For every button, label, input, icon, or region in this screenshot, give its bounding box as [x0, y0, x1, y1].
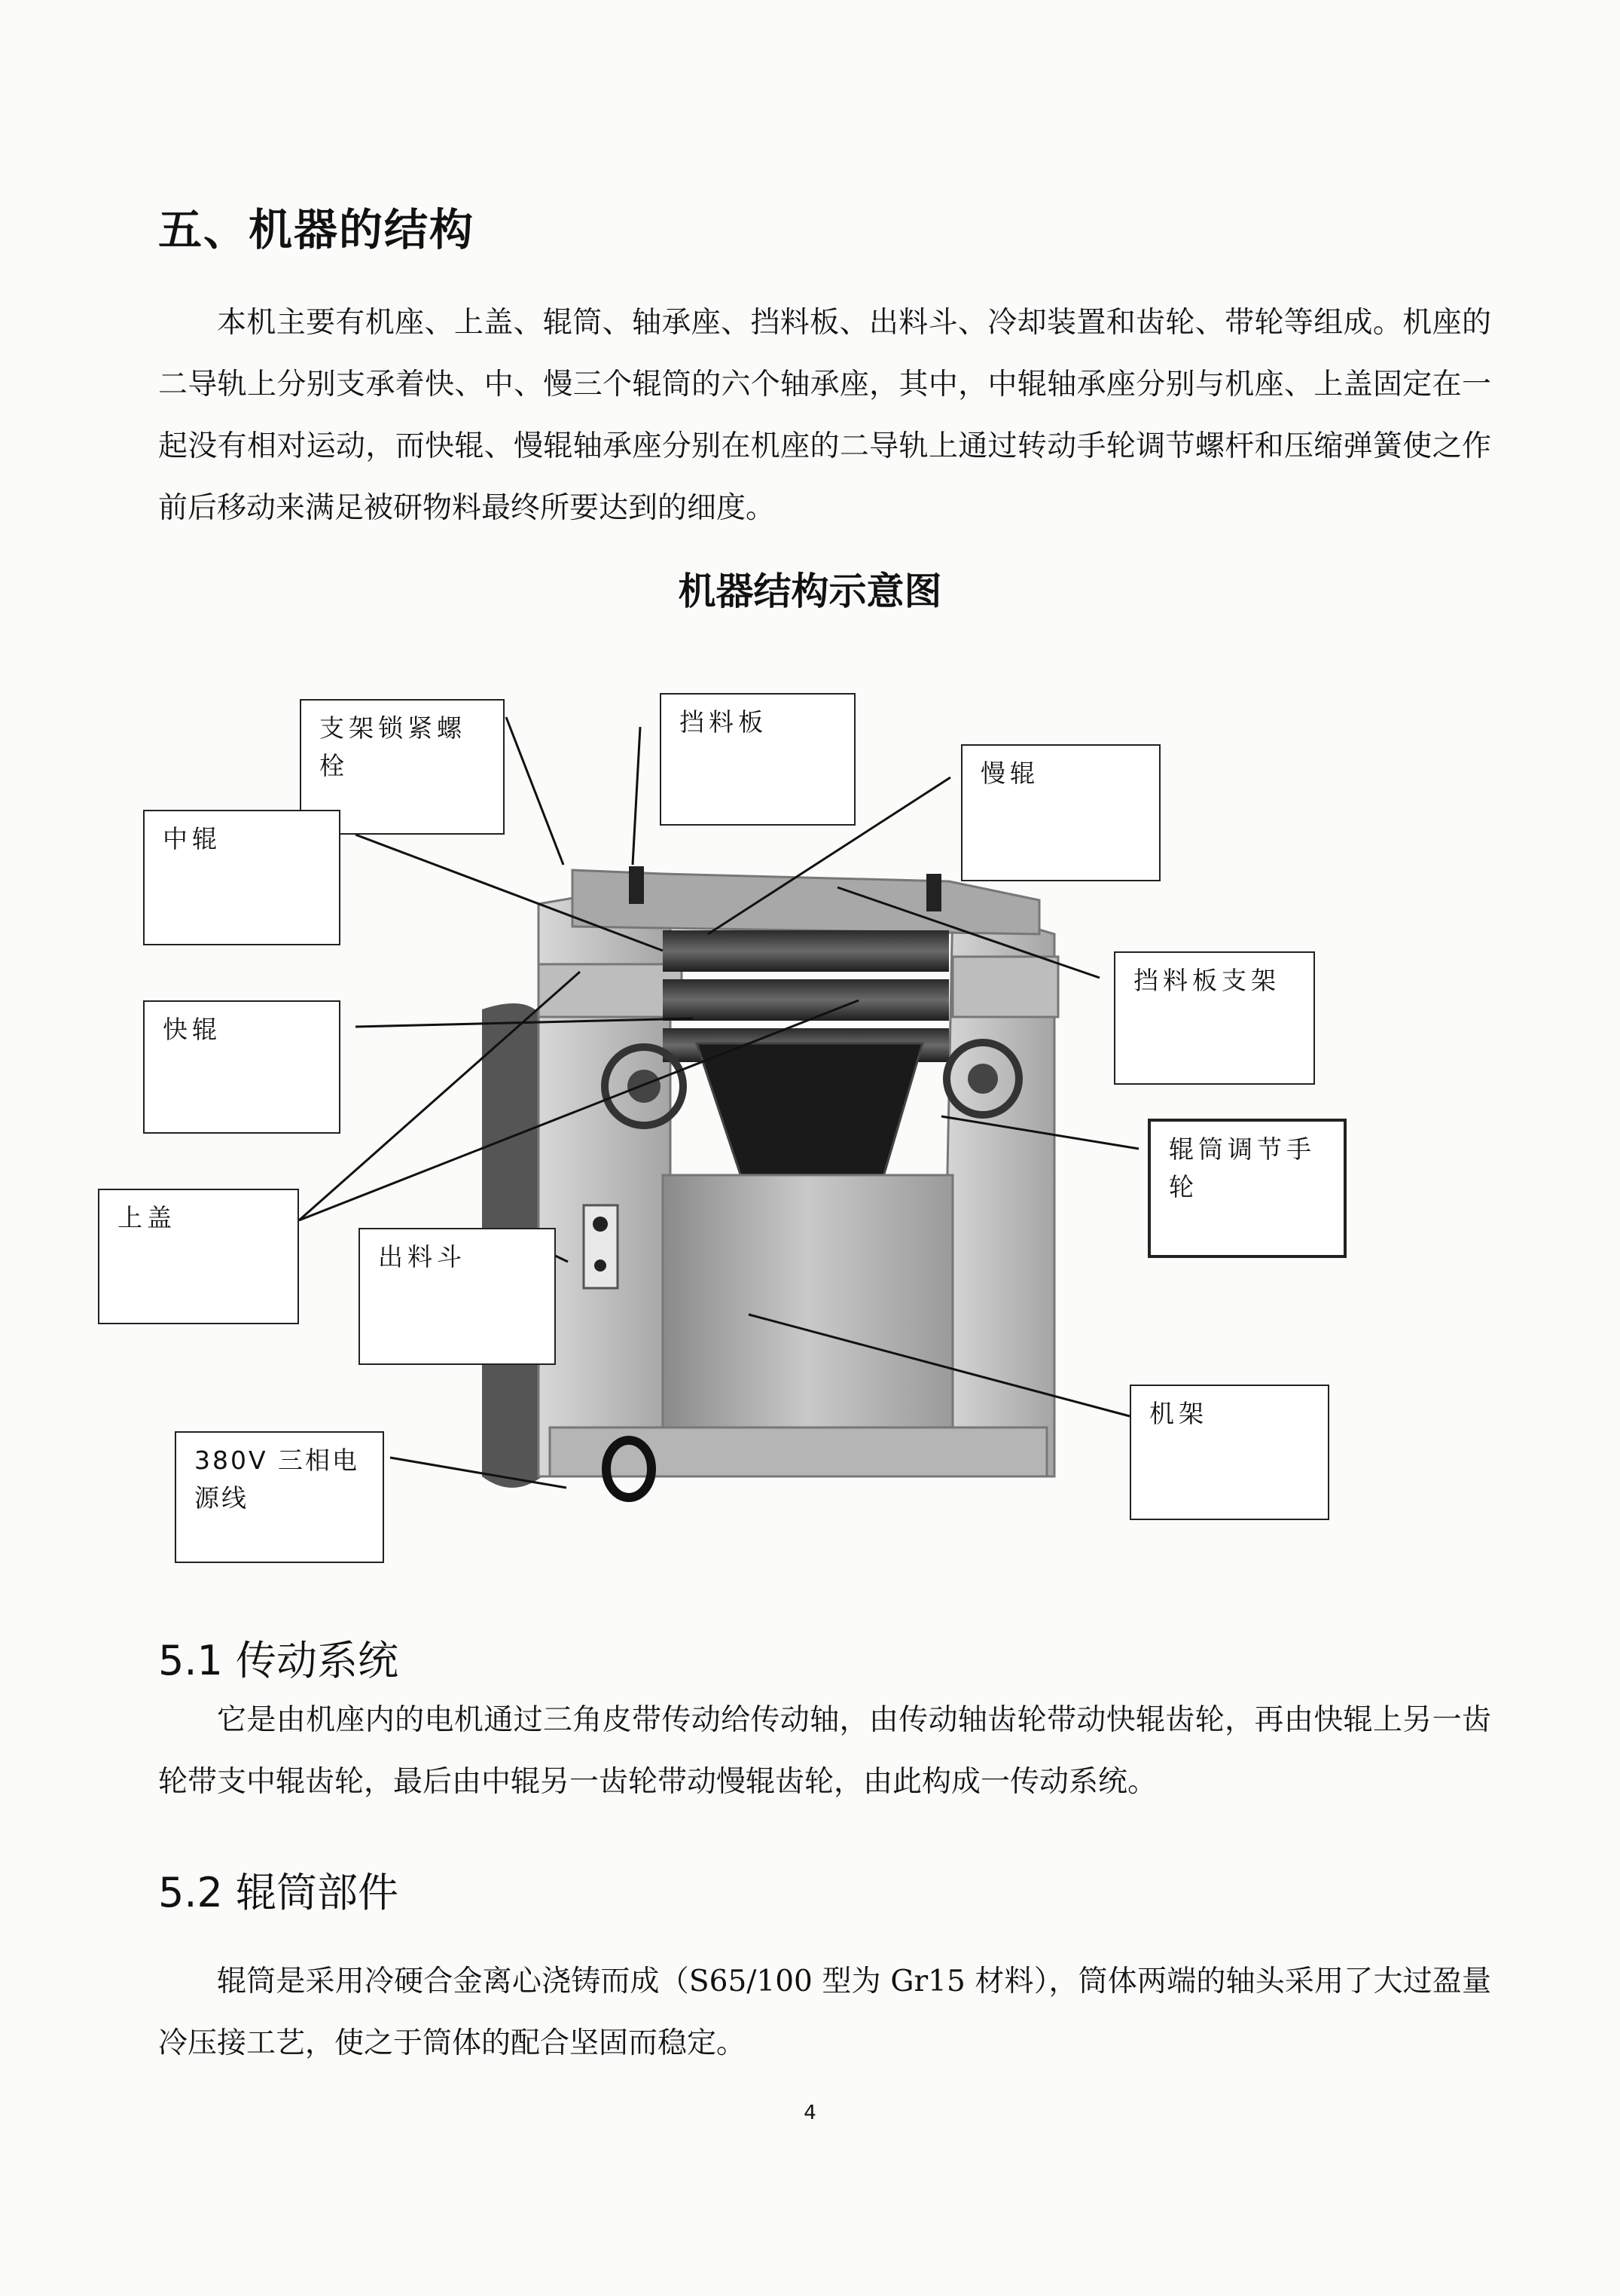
label-baffle: 挡料板 [660, 693, 856, 826]
section-5-1-title: 5.1 传动系统 [158, 1637, 399, 1684]
section-5-1-paragraph [158, 1690, 1491, 1813]
label-handwheel: 辊筒调节手轮 [1148, 1119, 1347, 1258]
page-number: 4 [804, 2102, 816, 2124]
base-plate [550, 1427, 1047, 1476]
label-slow-roller: 慢辊 [961, 744, 1161, 881]
label-baffle-bracket: 挡料板支架 [1114, 951, 1315, 1085]
section-5-1-text: 它是由机座内的电机通过三角皮带传动给传动轴，由传动轴齿轮带动快辊齿轮，再由快辊上另一齿轮带支中辊齿轮，最后由中辊另一齿轮带动慢辊齿轮，由此构成一传动系统。 [158, 1703, 1491, 1799]
figure-title: 机器结构示意图 [678, 569, 942, 613]
label-middle-roller: 中辊 [143, 810, 340, 945]
section-5-2-title: 5.2 辊筒部件 [158, 1869, 399, 1916]
machine-photo [482, 866, 1058, 1498]
roller-top [663, 930, 949, 972]
label-power-cable: 380V 三相电源线 [175, 1431, 384, 1563]
section-5-2-text: 辊筒是采用冷硬合金离心浇铸而成（S65/100 型为 Gr15 材料），筒体两端的轴头采用了大过盈量冷压接工艺，使之于筒体的配合坚固而稳定。 [158, 1965, 1491, 2060]
label-bracket-bolt: 支架锁紧螺栓 [300, 699, 505, 835]
label-frame: 机架 [1130, 1385, 1329, 1520]
section-5-2-paragraph [158, 1951, 1491, 2075]
section-title: 五、机器的结构 [158, 204, 475, 255]
label-top-cover: 上盖 [98, 1189, 299, 1324]
label-hopper: 出料斗 [358, 1228, 556, 1365]
roller-middle [663, 979, 949, 1021]
intro-text: 本机主要有机座、上盖、辊筒、轴承座、挡料板、出料斗、冷却装置和齿轮、带轮等组成。机座的二导轨上分别支承着快、中、慢三个辊筒的六个轴承座，其中，中辊轴承座分别与机座、上盖固定在一起没有相对运动，而快辊、慢辊轴承座分别在机座的二导轨上通过转动手轮调节螺杆和压缩弹簧使之作前后移动来满足被研物料最终所要达到的细度。 [158, 306, 1491, 525]
label-fast-roller: 快辊 [143, 1000, 340, 1134]
right-column-top [953, 957, 1058, 1017]
